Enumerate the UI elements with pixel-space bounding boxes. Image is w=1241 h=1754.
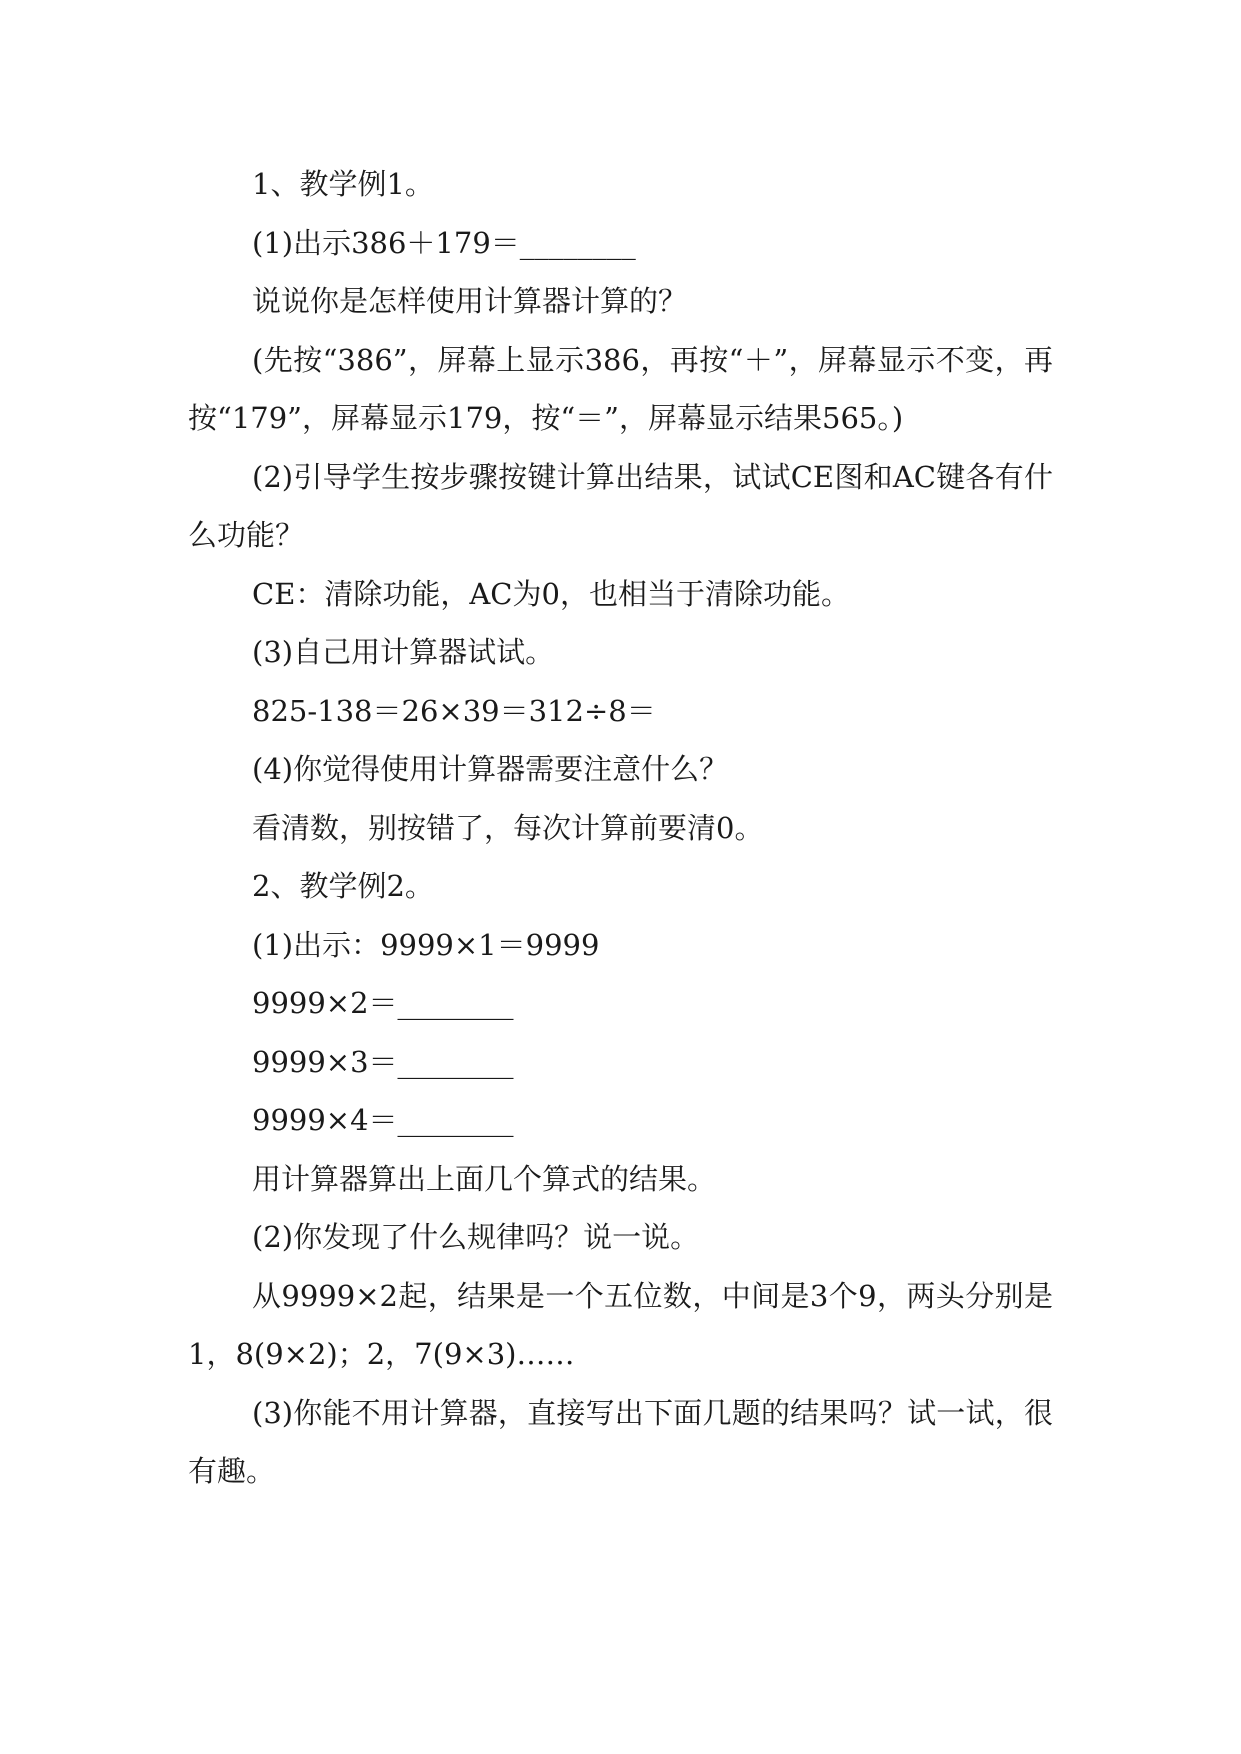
document-body	[188, 155, 1053, 1501]
example-2-step-2: (2)你发现了什么规律吗？说一说。	[252, 1220, 700, 1254]
example-1-step-2: (2)引导学生按步骤按键计算出结果，试试CE图和AC键各有什么功能？	[188, 459, 1053, 552]
calculator-tips: 看清数，别按错了，每次计算前要清0。	[252, 810, 764, 845]
example-2-heading: 2、教学例2。	[252, 869, 434, 903]
expression-9999x4: 9999×4＝________	[252, 1103, 514, 1137]
ce-ac-explanation: CE：清除功能，AC为0，也相当于清除功能。	[252, 576, 850, 611]
example-1-explanation: (先按“386”，屏幕上显示386，再按“＋”，屏幕显示不变，再按“179”，屏幕显示179，按“＝”，屏幕显示结果565。)	[188, 342, 1053, 435]
example-2-instruction: 用计算器算出上面几个算式的结果。	[252, 1161, 717, 1196]
example-1-step-3: (3)自己用计算器试试。	[252, 635, 555, 669]
example-1-heading: 1、教学例1。	[252, 167, 434, 201]
example-1-step-1: (1)出示386＋179＝________	[252, 225, 636, 260]
expression-9999x2: 9999×2＝________	[252, 986, 514, 1020]
example-2-step-1: (1)出示：9999×1＝9999	[252, 927, 600, 962]
example-1-question: 说说你是怎样使用计算器计算的？	[252, 284, 688, 318]
practice-expressions: 825-138＝26×39＝312÷8＝	[252, 693, 656, 728]
example-1-step-4: (4)你觉得使用计算器需要注意什么？	[252, 752, 729, 786]
expression-9999x3: 9999×3＝________	[252, 1044, 514, 1079]
example-2-step-3: (3)你能不用计算器，直接写出下面几题的结果吗？试一试，很有趣。	[188, 1395, 1053, 1488]
pattern-explanation: 从9999×2起，结果是一个五位数，中间是3个9，两头分别是1，8(9×2)；2，7(9×3)……	[188, 1278, 1053, 1371]
